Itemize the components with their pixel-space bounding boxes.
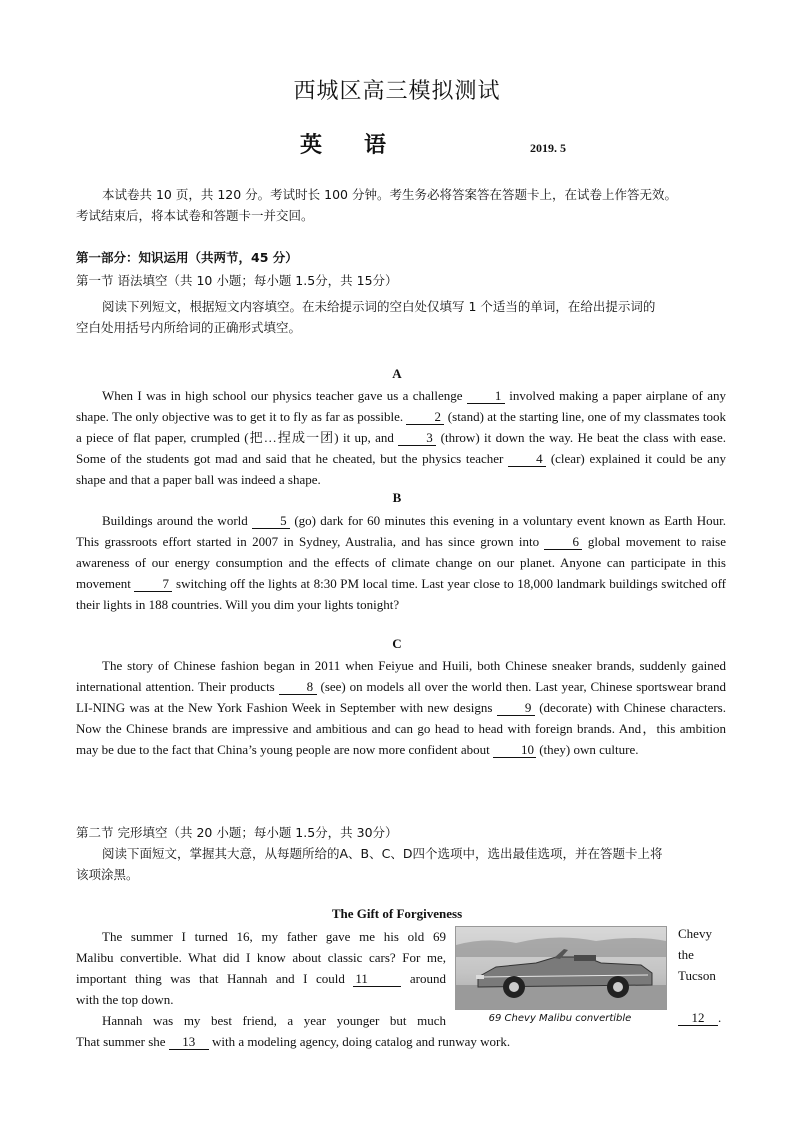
blank-9[interactable]: 9 <box>497 700 535 716</box>
subject-title <box>300 128 388 159</box>
instructions <box>76 184 726 226</box>
cloze-side-word-1: Chevy <box>678 926 712 941</box>
cloze-p2-line-2b: with a modeling agency, doing catalog and runway work. <box>208 1034 511 1049</box>
section2-instr-line-2: 该项涂黑。 <box>76 867 139 882</box>
car-illustration <box>456 927 666 1009</box>
passage-a-label: A <box>392 366 402 381</box>
passage-b-text-2: (go) dark for 60 minutes this evening in a voluntary event known as Earth Hour. This grassroots effort started in 2007 in Sydney, Australia, and has since grown into <box>76 513 726 549</box>
blank-11[interactable]: 11 <box>353 971 401 987</box>
section2-instr-line-1: 阅读下面短文，掌握其大意，从每题所给的A、B、C、D四个选项中，选出最佳选项，并在答题卡上将 <box>102 846 663 861</box>
passage-a-text-1: When I was in high school our physics teacher gave us a challenge <box>102 388 467 403</box>
passage-c <box>76 655 726 760</box>
cloze-paragraph-1 <box>76 926 446 1031</box>
blank-10[interactable]: 10 <box>493 742 536 758</box>
cloze-side-word-3: Tucson <box>678 968 716 983</box>
exam-title: 西城区高三模拟测试 <box>293 79 501 104</box>
passage-c-text-3: (decorate) with Chinese characters. Now the Chinese brands are impressive and ambitious and can go head to head with foreign brands. And，this ambition may be due to the fact that China’s young people are now more confident about <box>76 700 726 757</box>
blank-12[interactable]: 12 <box>678 1010 718 1026</box>
passage-b-text-4: switching off the lights at 8:30 PM local time. Last year close to 18,000 landmark buildings switched off their lights in 188 countries. Will you dim your lights tonight? <box>76 576 726 612</box>
section1-instr-line-1: 阅读下列短文，根据短文内容填空。在未给提示词的空白处仅填写 1 个适当的单词，在给出提示词的 <box>102 299 656 314</box>
passage-a-text-2: involved making a paper airplane of any shape. The only objective was to get it to fly as far as possible. <box>76 388 726 424</box>
car-photo-caption: 69 Chevy Malibu convertible <box>488 1013 632 1024</box>
instructions-line-1: 本试卷共 10 页，共 120 分。考试时长 100 分钟。考生务必将答案答在答题卡上，在试卷上作答无效。 <box>102 187 677 202</box>
cloze-side-word-2: the <box>678 947 694 962</box>
passage-c-label: C <box>392 636 402 651</box>
cloze-p1-line-3a: important thing was that Hannah and I could <box>76 971 354 986</box>
passage-b <box>76 510 726 615</box>
section2-instructions <box>76 843 726 885</box>
passage-a-text-4: (throw) it down the way. He beat the class with ease. Some of the students got mad and said that he cheated, but the physics teacher <box>76 430 726 466</box>
cloze-p1-line-4: with the top down. <box>76 992 174 1007</box>
car-photo <box>455 926 667 1010</box>
blank-13[interactable]: 13 <box>169 1034 209 1050</box>
blank-7[interactable]: 7 <box>134 576 172 592</box>
passage-c-text-2: (see) on models all over the world then. Last year, Chinese sportswear brand LI-NING was at the New York Fashion Week in September with new designs <box>76 679 726 715</box>
cloze-blank-12-wrap: 12 . <box>678 1010 721 1026</box>
rear-hubcap <box>613 982 623 992</box>
cloze-p2-line-1: Hannah was my best friend, a year younger but much <box>102 1013 446 1028</box>
blank-6[interactable]: 6 <box>544 534 582 550</box>
section1-instructions <box>76 296 726 338</box>
blank-8[interactable]: 8 <box>279 679 317 695</box>
passage-b-text-1: Buildings around the world <box>102 513 253 528</box>
subject-char-2: 语 <box>364 133 389 158</box>
part1-title: 第一部分：知识运用（共两节，45 分） <box>76 250 298 265</box>
cloze-p1-line-3b: around <box>401 971 446 986</box>
passage-c-text-1: The story of Chinese fashion began in 2011 when Feiyue and Huili, both Chinese sneaker brands, suddenly gained international attention. Their products <box>76 658 726 694</box>
subject-char-1: 英 <box>300 133 325 158</box>
cloze-p2-line-2 <box>76 1031 726 1052</box>
passage-b-label: B <box>392 490 402 505</box>
cloze-title: The Gift of Forgiveness <box>331 906 463 921</box>
passage-a <box>76 385 726 490</box>
passage-c-text-4: (they) own culture. <box>535 742 639 757</box>
section2-title: 第二节 完形填空（共 20 小题；每小题 1.5分，共 30分） <box>76 825 398 840</box>
headlight <box>476 975 484 979</box>
seat <box>574 955 596 961</box>
ground <box>456 985 666 1009</box>
blank-1[interactable]: 1 <box>467 388 505 404</box>
section1-title: 第一节 语法填空（共 10 小题；每小题 1.5分，共 15分） <box>76 273 398 288</box>
section1-instr-line-2: 空白处用括号内所给词的正确形式填空。 <box>76 320 302 335</box>
blank-3[interactable]: 3 <box>398 430 436 446</box>
passage-a-text-5: (clear) explained it could be any shape and that a paper ball was indeed a shape. <box>76 451 726 487</box>
instructions-line-2: 考试结束后，将本试卷和答题卡一并交回。 <box>76 208 314 223</box>
exam-date: 2019. 5 <box>530 141 566 155</box>
passage-a-text-3: (stand) at the starting line, one of my classmates took a piece of flat paper, crumpled (把…捏成一团) it up, and <box>76 409 726 445</box>
front-hubcap <box>509 982 519 992</box>
cloze-p2-line-2a: That summer she <box>76 1034 169 1049</box>
blank-4[interactable]: 4 <box>508 451 546 467</box>
cloze-p1-line-2: Malibu convertible. What did I know about classic cars? For me, <box>76 950 446 965</box>
cloze-p1-line-1: The summer I turned 16, my father gave me his old 69 <box>102 929 446 944</box>
cloze-p1-line-3 <box>76 968 446 989</box>
passage-b-text-3: global movement to raise awareness of our energy consumption and the effects of climate change on our planet. Anyone can participate in this movement <box>76 534 726 591</box>
blank-2[interactable]: 2 <box>406 409 444 425</box>
blank-5[interactable]: 5 <box>252 513 290 529</box>
